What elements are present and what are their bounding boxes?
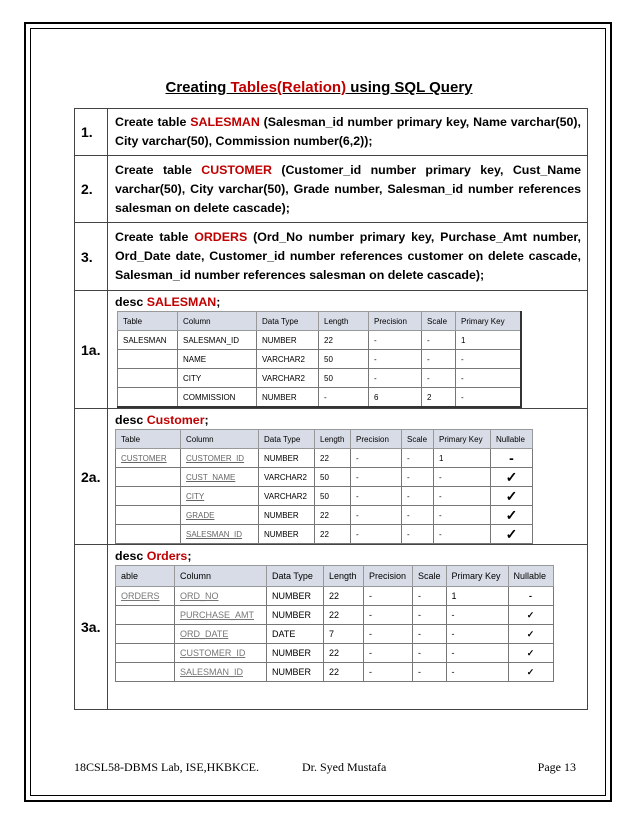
table-row: COMMISSION NUMBER - 6 2 - (118, 388, 521, 408)
statement-number: 3. (75, 223, 108, 291)
column-header: Data Type (257, 312, 319, 331)
desc-cell (108, 291, 588, 409)
column-header: Scale (422, 312, 456, 331)
column-header: Scale (402, 430, 434, 449)
column-header: Primary Key (456, 312, 521, 331)
table-row: SALESMAN_ID NUMBER 22 - - - ✓ (116, 525, 533, 544)
table-row: CITY VARCHAR2 50 - - - (118, 369, 521, 388)
table-row: SALESMAN SALESMAN_ID NUMBER 22 - - 1 (118, 331, 521, 350)
table-row: CUSTOMER CUSTOMER_ID NUMBER 22 - - 1 - (116, 449, 533, 468)
column-header: Precision (364, 566, 413, 587)
desc-number: 1a. (75, 291, 108, 409)
footer-page-number: Page 13 (537, 760, 576, 774)
table-row: SALESMAN_ID NUMBER 22 - - - ✓ (116, 663, 554, 682)
table-row: CUST_NAME VARCHAR2 50 - - - ✓ (116, 468, 533, 487)
statement-number: 2. (75, 156, 108, 223)
statement-text: Create table SALESMAN (Salesman_id number primary key, Name varchar(50), City varchar(50), Commission number(6,2)); (108, 109, 588, 156)
column-header: Precision (351, 430, 402, 449)
statement-row-2 (75, 156, 588, 223)
table-row: CUSTOMER_ID NUMBER 22 - - - ✓ (116, 644, 554, 663)
statement-row-3 (75, 223, 588, 291)
check-icon: ✓ (508, 625, 553, 644)
column-header: Length (319, 312, 369, 331)
nullable-value: - (491, 449, 533, 468)
column-header: Primary Key (434, 430, 491, 449)
table-header-row (116, 566, 554, 587)
table-header-row (116, 430, 533, 449)
queries-table (74, 108, 588, 710)
column-header: able (116, 566, 175, 587)
column-header: Nullable (508, 566, 553, 587)
desc-number: 2a. (75, 409, 108, 545)
desc-title: desc Orders; (115, 549, 192, 563)
column-header: Length (324, 566, 364, 587)
desc-number: 3a. (75, 545, 108, 710)
table-row: ORD_DATE DATE 7 - - - ✓ (116, 625, 554, 644)
statement-text: Create table ORDERS (Ord_No number primary key, Purchase_Amt number, Ord_Date date, Customer_id number references customer on delete cascade, Salesman_id number references salesman on delete cascade); (108, 223, 588, 291)
statement-number: 1. (75, 109, 108, 156)
check-icon: ✓ (508, 606, 553, 625)
title-suffix: using SQL Query (346, 79, 473, 96)
column-header: Table (116, 430, 181, 449)
desc-table-salesman (117, 311, 522, 408)
title-prefix: Creating (165, 79, 231, 96)
nullable-value: - (508, 587, 553, 606)
desc-cell (108, 545, 588, 710)
desc-table-customer (115, 429, 533, 544)
column-header: Data Type (259, 430, 315, 449)
check-icon: ✓ (491, 487, 533, 506)
table-row: NAME VARCHAR2 50 - - - (118, 350, 521, 369)
column-header: Column (181, 430, 259, 449)
desc-title: desc Customer; (115, 413, 209, 427)
column-header: Table (118, 312, 178, 331)
table-header-row (118, 312, 521, 331)
column-header: Scale (413, 566, 447, 587)
title-highlight: Tables(Relation) (230, 79, 347, 96)
desc-row-customer (75, 409, 588, 545)
column-header: Data Type (267, 566, 324, 587)
column-header: Length (315, 430, 351, 449)
table-row: ORDERS ORD_NO NUMBER 22 - - 1 - (116, 587, 554, 606)
page-title (0, 79, 638, 96)
column-header: Primary Key (446, 566, 508, 587)
column-header: Nullable (491, 430, 533, 449)
check-icon: ✓ (508, 663, 553, 682)
column-header: Column (175, 566, 267, 587)
desc-cell (108, 409, 588, 545)
desc-title: desc SALESMAN; (115, 295, 221, 309)
statement-text: Create table CUSTOMER (Customer_id number primary key, Cust_Name varchar(50), City varchar(50), Grade number, Salesman_id number references salesman on delete cascade); (108, 156, 588, 223)
check-icon: ✓ (508, 644, 553, 663)
check-icon: ✓ (491, 506, 533, 525)
table-row: GRADE NUMBER 22 - - - ✓ (116, 506, 533, 525)
desc-row-salesman (75, 291, 588, 409)
footer-course: 18CSL58-DBMS Lab, ISE,HKBKCE. (74, 760, 260, 774)
check-icon: ✓ (491, 525, 533, 544)
table-row: PURCHASE_AMT NUMBER 22 - - - ✓ (116, 606, 554, 625)
check-icon: ✓ (491, 468, 533, 487)
column-header: Column (178, 312, 257, 331)
desc-row-orders (75, 545, 588, 710)
statement-row-1 (75, 109, 588, 156)
column-header: Precision (369, 312, 422, 331)
table-row: CITY VARCHAR2 50 - - - ✓ (116, 487, 533, 506)
desc-table-orders (115, 565, 554, 682)
footer-author: Dr. Syed Mustafa (302, 760, 387, 774)
